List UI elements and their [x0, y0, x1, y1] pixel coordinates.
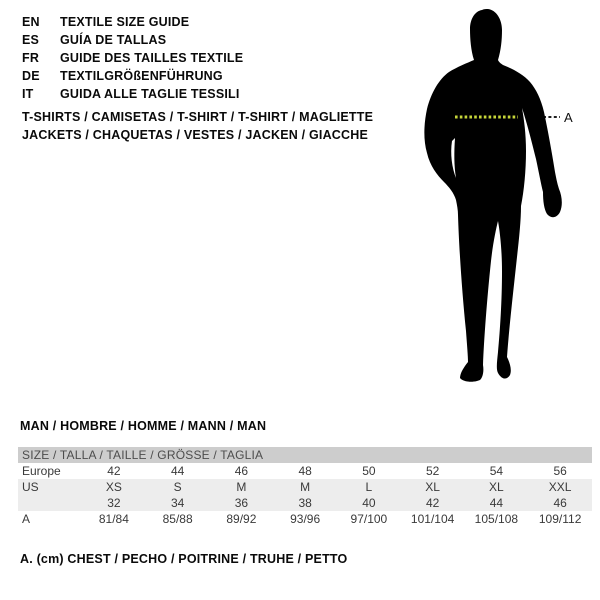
size-table-header: SIZE / TALLA / TAILLE / GRÖSSE / TAGLIA: [18, 447, 592, 463]
size-cell: M: [236, 480, 247, 494]
language-code: DE: [22, 69, 40, 83]
category-line-tshirts: T-SHIRTS / CAMISETAS / T-SHIRT / T-SHIRT / MAGLIETTE: [22, 110, 374, 124]
language-code: ES: [22, 33, 40, 47]
size-cell: 52: [425, 464, 440, 478]
size-cell: 89/92: [226, 512, 257, 526]
measurement-figure: [410, 0, 596, 400]
size-cell: 46: [553, 496, 567, 510]
category-list: [22, 108, 373, 144]
language-label: GUIDA ALLE TAGLIE TESSILI: [60, 87, 240, 101]
size-cell: XS: [105, 480, 122, 494]
table-row-us: [18, 479, 592, 495]
size-cell: S: [173, 480, 182, 494]
table-row-alt-sizes: [18, 495, 592, 511]
language-label: TEXTILE SIZE GUIDE: [60, 15, 190, 29]
size-cell: 34: [170, 496, 185, 510]
language-row-es: [22, 31, 243, 49]
language-row-fr: [22, 49, 243, 67]
language-row-de: [22, 67, 243, 85]
category-line-jackets: JACKETS / CHAQUETAS / VESTES / JACKEN / GIACCHE: [22, 128, 369, 142]
size-cell: XXL: [548, 480, 572, 494]
row-label: A: [22, 512, 31, 526]
size-cell: 44: [170, 464, 185, 478]
size-cell: 97/100: [350, 512, 388, 526]
table-row-europe: [18, 463, 592, 479]
language-row-it: [22, 85, 243, 103]
chest-footnote: A. (cm) CHEST / PECHO / POITRINE / TRUHE / PETTO: [20, 552, 348, 566]
row-label: Europe: [22, 464, 61, 478]
table-row-chest-measure: [18, 511, 592, 527]
language-list: [22, 13, 243, 103]
language-label: GUÍA DE TALLAS: [60, 33, 167, 47]
language-label: TEXTILGRÖßENFÜHRUNG: [60, 69, 223, 83]
row-label: US: [22, 480, 39, 494]
size-cell: 109/112: [538, 512, 582, 526]
size-cell: 85/88: [162, 512, 193, 526]
size-cell: 40: [362, 496, 376, 510]
language-row-en: [22, 13, 243, 31]
size-cell: 50: [362, 464, 376, 478]
size-cell: L: [365, 480, 373, 494]
size-cell: 32: [107, 496, 121, 510]
size-cell: 93/96: [290, 512, 321, 526]
size-cell: 36: [234, 496, 249, 510]
section-title-man: MAN / HOMBRE / HOMME / MANN / MAN: [20, 419, 267, 433]
size-cell: 42: [425, 496, 440, 510]
man-silhouette-icon: [424, 9, 561, 382]
size-cell: M: [300, 480, 311, 494]
measurement-label-a: A: [564, 110, 573, 125]
size-table: [18, 447, 592, 527]
size-cell: XL: [425, 480, 440, 494]
size-cell: 105/108: [474, 512, 519, 526]
language-code: IT: [22, 87, 34, 101]
size-cell: 56: [553, 464, 567, 478]
language-label: GUIDE DES TAILLES TEXTILE: [60, 51, 244, 65]
size-cell: 54: [489, 464, 504, 478]
size-cell: XL: [489, 480, 504, 494]
language-code: EN: [22, 15, 40, 29]
size-cell: 101/104: [410, 512, 455, 526]
size-cell: 44: [489, 496, 504, 510]
size-cell: 48: [298, 464, 312, 478]
language-code: FR: [22, 51, 40, 65]
size-cell: 46: [234, 464, 249, 478]
row-label: [18, 495, 82, 511]
size-cell: 81/84: [98, 512, 129, 526]
size-cell: 42: [107, 464, 121, 478]
size-cell: 38: [298, 496, 312, 510]
